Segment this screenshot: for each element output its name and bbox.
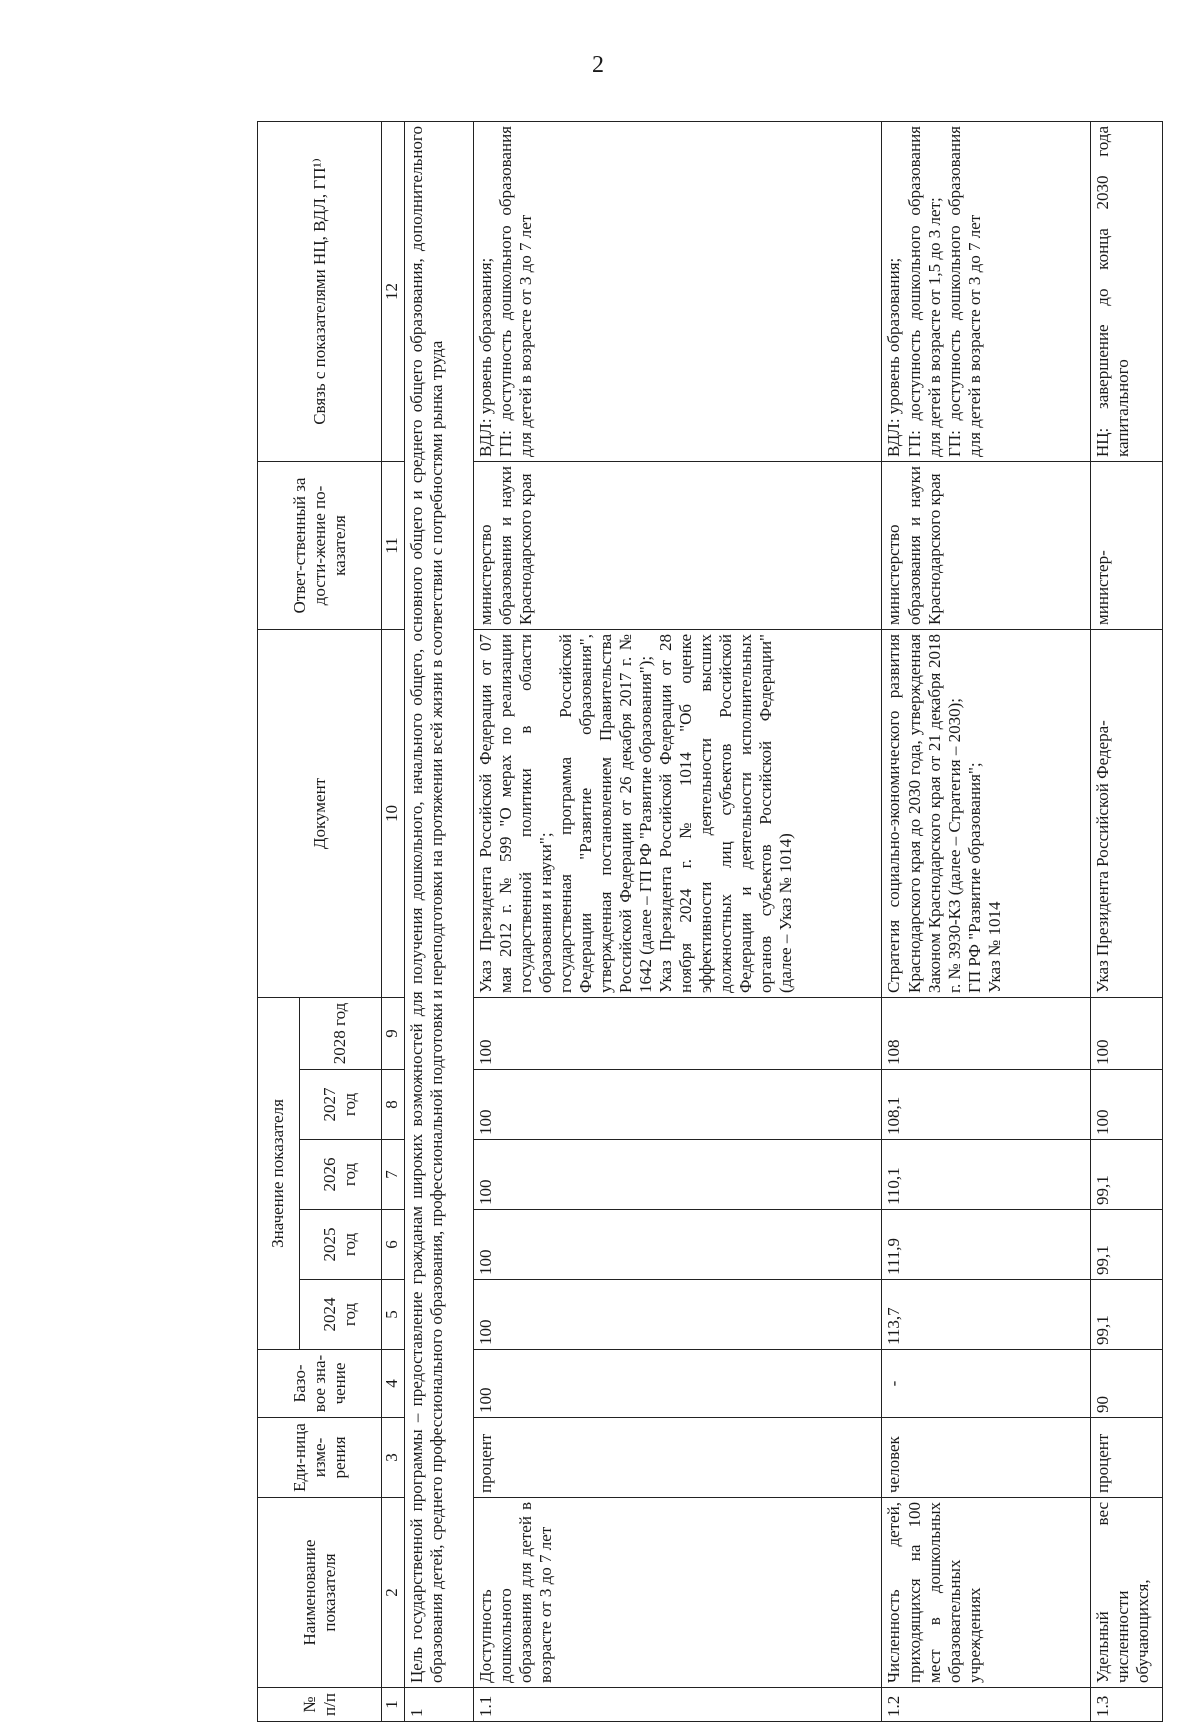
row-value-2026: 100 [473, 1140, 882, 1210]
table-row [882, 122, 1091, 1722]
row-unit: процент [473, 1418, 882, 1498]
header-year-2025: 2025 год [299, 1210, 381, 1280]
row-value-2027: 100 [473, 1070, 882, 1140]
goal-row [405, 122, 473, 1722]
column-number: 1 [382, 1688, 405, 1722]
row-base: - [882, 1350, 1091, 1418]
row-value-2024: 113,7 [882, 1280, 1091, 1350]
column-number: 7 [382, 1140, 405, 1210]
row-link: ВДЛ: уровень образования; ГП: доступность дошкольного образования для детей в возрасте от 1,5 до 3 лет; ГП: доступность дошкольного образования для детей в возрасте от 3 до 7 лет [882, 122, 1091, 462]
column-number: 10 [382, 630, 405, 998]
row-unit: процент [1091, 1418, 1163, 1498]
row-base: 100 [473, 1350, 882, 1418]
header-year-2028: 2028 год [299, 998, 381, 1070]
row-num: 1.2 [882, 1688, 1091, 1722]
table-row [1091, 122, 1163, 1722]
row-document: Указ Президента Российской Федерации от 07 мая 2012 г. № 599 "О мерах по реализации государственной политики в области образования и науки"; государственная программа Российской Федерации "Развитие образования", утвержденная постановлением Правительства Российской Федерации от 26 декабря 2017 г. № 1642 (далее – ГП РФ "Развитие образования"); Указ Президента Российской Федерации от 28 ноября 2024 г. № 1014 "Об оценке эффективности деятельности высших должностных лиц субъектов Российской Федерации и деятельности исполнительных органов субъектов Российской Федерации" (далее – Указ № 1014) [473, 630, 882, 998]
column-number: 11 [382, 462, 405, 630]
indicators-table [257, 121, 1163, 1722]
rotated-table-container [257, 122, 1163, 1722]
header-responsible: Ответ-ственный за дости-жение по-казателя [258, 462, 382, 630]
row-value-2024: 99,1 [1091, 1280, 1163, 1350]
column-number: 6 [382, 1210, 405, 1280]
row-document: Указ Президента Российской Федера- [1091, 630, 1163, 998]
row-responsible: министерство образования и науки Краснодарского края [473, 462, 882, 630]
row-name: Удельный вес численности обучающихся, [1091, 1498, 1163, 1688]
column-number: 9 [382, 998, 405, 1070]
row-base: 90 [1091, 1350, 1163, 1418]
row-name: Численность детей, приходящихся на 100 мест в дошкольных образовательных учреждениях [882, 1498, 1091, 1688]
header-document: Документ [258, 630, 382, 998]
header-num: № п/п [258, 1688, 382, 1722]
row-value-2026: 110,1 [882, 1140, 1091, 1210]
header-year-2026: 2026 год [299, 1140, 381, 1210]
goal-num: 1 [405, 1688, 473, 1722]
header-values-group: Значение показателя [258, 998, 300, 1350]
row-link: НЦ: завершение до конца 2030 года капитального [1091, 122, 1163, 462]
page-number: 2 [592, 52, 604, 78]
header-unit: Еди-ница изме-рения [258, 1418, 382, 1498]
column-number: 2 [382, 1498, 405, 1688]
column-number: 5 [382, 1280, 405, 1350]
column-numbers-row [382, 122, 405, 1722]
column-number: 3 [382, 1418, 405, 1498]
header-year-2024: 2024 год [299, 1280, 381, 1350]
header-link: Связь с показателями НЦ, ВДЛ, ГП¹⁾ [258, 122, 382, 462]
row-num: 1.3 [1091, 1688, 1163, 1722]
row-name: Доступность дошкольного образования для детей в возрасте от 3 до 7 лет [473, 1498, 882, 1688]
row-responsible: министер- [1091, 462, 1163, 630]
row-value-2028: 100 [1091, 998, 1163, 1070]
column-number: 4 [382, 1350, 405, 1418]
header-year-2027: 2027 год [299, 1070, 381, 1140]
row-responsible: министерство образования и науки Краснодарского края [882, 462, 1091, 630]
column-number: 12 [382, 122, 405, 462]
row-value-2026: 99,1 [1091, 1140, 1163, 1210]
row-value-2028: 100 [473, 998, 882, 1070]
row-document: Стратегия социально-экономического развития Краснодарского края до 2030 года, утвержденная Законом Краснодарского края от 21 декабря 2018 г. № 3930-КЗ (далее – Стратегия – 2030); ГП РФ "Развитие образования"; Указ № 1014 [882, 630, 1091, 998]
row-value-2024: 100 [473, 1280, 882, 1350]
row-unit: человек [882, 1418, 1091, 1498]
table-row [473, 122, 882, 1722]
header-base: Базо-вое зна-чение [258, 1350, 382, 1418]
row-value-2025: 100 [473, 1210, 882, 1280]
goal-text: Цель государственной программы – предоставление гражданам широких возможностей для получения дошкольного, начального общего, основного общего и среднего общего образования, дополнительного образования детей, среднего профессионального образования, профессиональной подготовки и переподготовки на протяжении всей жизни в соответствии с потребностями рынка труда [405, 122, 473, 1688]
row-value-2025: 111,9 [882, 1210, 1091, 1280]
row-value-2027: 100 [1091, 1070, 1163, 1140]
row-value-2027: 108,1 [882, 1070, 1091, 1140]
row-link: ВДЛ: уровень образования; ГП: доступность дошкольного образования для детей в возрасте от 3 до 7 лет [473, 122, 882, 462]
row-value-2025: 99,1 [1091, 1210, 1163, 1280]
header-name: Наименование показателя [258, 1498, 382, 1688]
row-num: 1.1 [473, 1688, 882, 1722]
column-number: 8 [382, 1070, 405, 1140]
row-value-2028: 108 [882, 998, 1091, 1070]
